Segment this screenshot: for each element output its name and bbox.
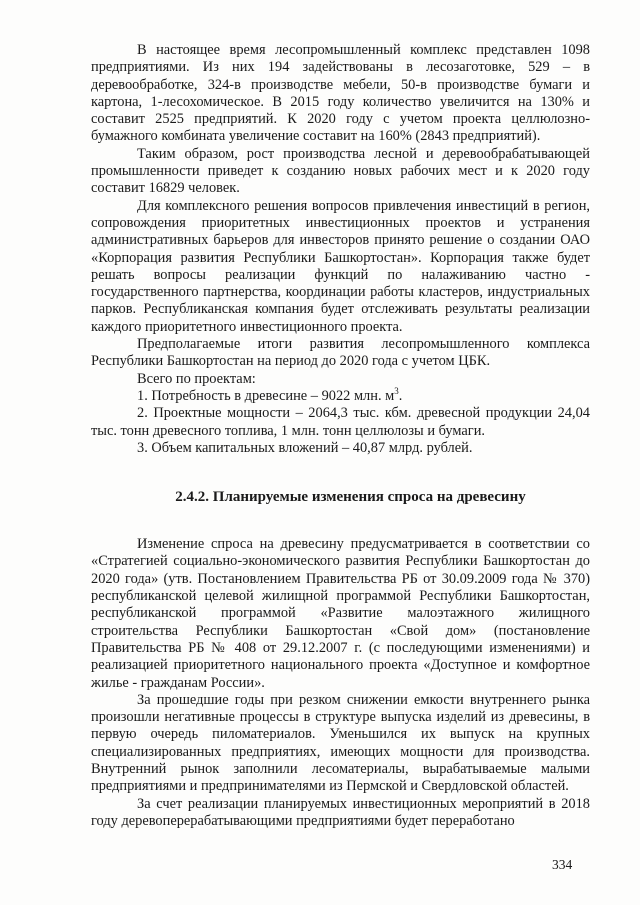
paragraph-results: Предполагаемые итоги развития лесопромышленного комплекса Республики Башкортостан на период до 2020 года с учетом ЦБК. <box>91 336 590 370</box>
page-number: 334 <box>552 857 573 872</box>
paragraph-projects-intro: Всего по проектам: <box>137 370 256 387</box>
list-item-wood-demand-text: 1. Потребность в древесине – 9022 млн. м <box>137 387 395 404</box>
list-item-wood-demand <box>91 388 590 405</box>
paragraph-demand-strategy: Изменение спроса на древесину предусматривается в соответствии со «Стратегией социально-экономического развития Республики Башкортостан до 2020 года» (утв. Постановлением Правительства РБ от 30.09.2009 года № 370) республиканской целевой жилищной программой Республики Башкортостан, республиканской программой «Развитие малоэтажного жилищного строительства Республики Башкортостан «Свой дом» (постановление Правительства РБ № 408 от 29.12.2007 г. (с последующими изменениями) и реализацией приоритетного национального проекта «Доступное и комфортное жилье - гражданам России». <box>91 536 590 691</box>
paragraph-corporation: Для комплексного решения вопросов привлечения инвестиций в регион, сопровождения приоритетных инвестиционных проектов и устранения административных барьеров для инвесторов принято решение о создании ОАО «Корпорация развития Республики Башкортостан». Корпорация также будет решать вопросы реализации функций по налаживанию частно - государственного партнерства, координации работы кластеров, индустриальных парков. Республиканская компания будет отслеживать результаты реализации каждого приоритетного инвестиционного проекта. <box>91 197 590 335</box>
list-item-capacity: 2. Проектные мощности – 2064,3 тыс. кбм. древесной продукции 24,04 тыс. тонн древесного топлива, 1 млн. тонн целлюлозы и бумаги. <box>91 405 590 439</box>
cubic-superscript: 3 <box>394 386 399 397</box>
section-heading: 2.4.2. Планируемые изменения спроса на древесину <box>175 489 526 506</box>
paragraph-enterprises: В настоящее время лесопромышленный комплекс представлен 1098 предприятиями. Из них 194 задействованы в лесозаготовке, 529 – в деревообработке, 324-в производстве мебели, 50-в производстве бумаги и картона, 1-лесохомическое. В 2015 году количество увеличится на 130% и составит 2525 предприятий. К 2020 году с учетом проекта целлюлозно-бумажного комбината увеличение составит на 160% (2843 предприятий). <box>91 42 590 145</box>
paragraph-investment-measures: За счет реализации планируемых инвестиционных мероприятий в 2018 году деревоперерабатывающими предприятиями будет переработано <box>91 795 590 829</box>
paragraph-jobs: Таким образом, рост производства лесной и деревообрабатывающей промышленности приведет к созданию новых рабочих мест и к 2020 году составит 16829 человек. <box>91 145 590 197</box>
page-body <box>91 42 590 830</box>
list-item-wood-demand-end: . <box>398 387 403 404</box>
list-item-investment: 3. Объем капитальных вложений – 40,87 млрд. рублей. <box>137 439 473 456</box>
paragraph-market-processes: За прошедшие годы при резком снижении емкости внутреннего рынка произошли негативные процессы в структуре выпуска изделий из древесины, в первую очередь пиломатериалов. Уменьшился их выпуск на крупных специализированных предприятиях, имеющих мощности для производства. Внутренний рынок заполнили лесоматериалы, вырабатываемые малыми предприятиями и предпринимателями из Пермской и Свердловской областей. <box>91 691 590 795</box>
